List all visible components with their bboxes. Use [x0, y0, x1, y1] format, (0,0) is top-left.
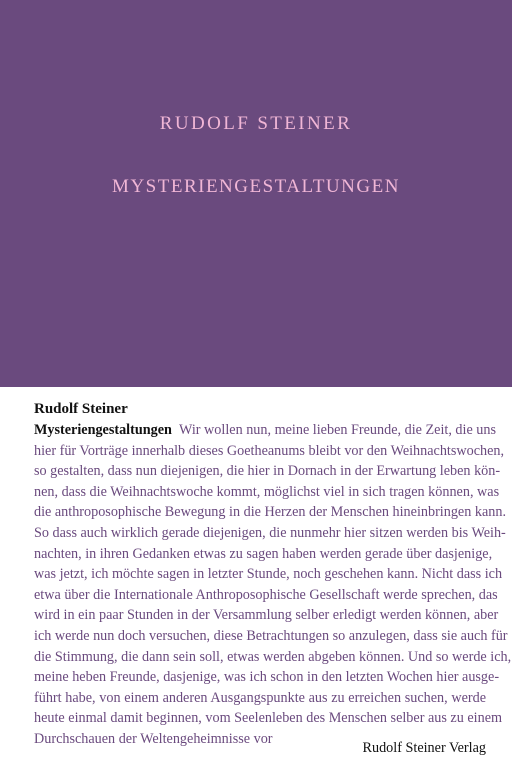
excerpt-line-last: Durchschauen der Weltengeheimnisse vor — [34, 730, 273, 747]
excerpt-line: führt habe, von einem anderen Ausgangspunkte aus zu erreichen suchen, werde — [34, 689, 486, 706]
cover-author: RUDOLF STEINER — [159, 113, 353, 134]
publisher-name: Rudolf Steiner Verlag — [362, 740, 486, 756]
excerpt-line-1: Mysteriengestaltungen Wir wollen nun, meine lieben Freunde, die Zeit, die uns — [34, 422, 497, 438]
excerpt-line: meine heben Freunde, dasjenige, was ich schon in den letzten Wochen hier ausge- — [34, 669, 500, 686]
excerpt-line: wird in ein paar Stunden in der Versammlung selber erledigt werden können, aber — [34, 607, 499, 624]
excerpt-line: nachten, in ihren Gedanken etwas zu sagen haben werden gerade über dasjenige, — [34, 545, 493, 562]
cover-title: MYSTERIENGESTALTUNGEN — [112, 176, 400, 197]
author-name: Rudolf Steiner — [34, 401, 128, 417]
excerpt-line: heute einmal damit beginnen, vom Seelenleben des Menschen selber aus zu einem — [34, 710, 503, 727]
excerpt-line: nen, dass die Weihnachtswoche kommt, möglichst viel in sich tragen können, was — [34, 483, 500, 500]
excerpt-line: etwa über die Internationale Anthroposophische Gesellschaft werde sprechen, das — [34, 586, 498, 603]
excerpt-line: So dass auch wirklich gerade diejenigen, die nunmehr hier sitzen werden bis Weih- — [34, 524, 506, 541]
cover-top-panel — [0, 0, 512, 387]
excerpt-line: hier für Vorträge innerhalb dieses Goetheanums bleibt vor den Weihnachtswochen, — [34, 442, 505, 459]
excerpt-line: was jetzt, ich möchte sagen in letzter Stunde, noch geschehen kann. Nicht dass ich — [34, 566, 503, 583]
excerpt-line: ich werde nun doch versuchen, diese Betrachtungen so anzulegen, dass sie auch für — [34, 627, 508, 644]
book-title: Mysteriengestaltungen — [34, 422, 172, 438]
excerpt-line: so gestalten, dass nun diejenigen, die hier in Dornach in der Erwartung leben kön- — [34, 463, 501, 480]
excerpt-line: die anthroposophische Bewegung in die Herzen der Menschen hineinbringen kann. — [34, 504, 506, 521]
excerpt-line: die Stimmung, die dann sein soll, etwas werden abgeben können. Und so werde ich, — [34, 648, 512, 665]
excerpt-text — [34, 420, 512, 750]
